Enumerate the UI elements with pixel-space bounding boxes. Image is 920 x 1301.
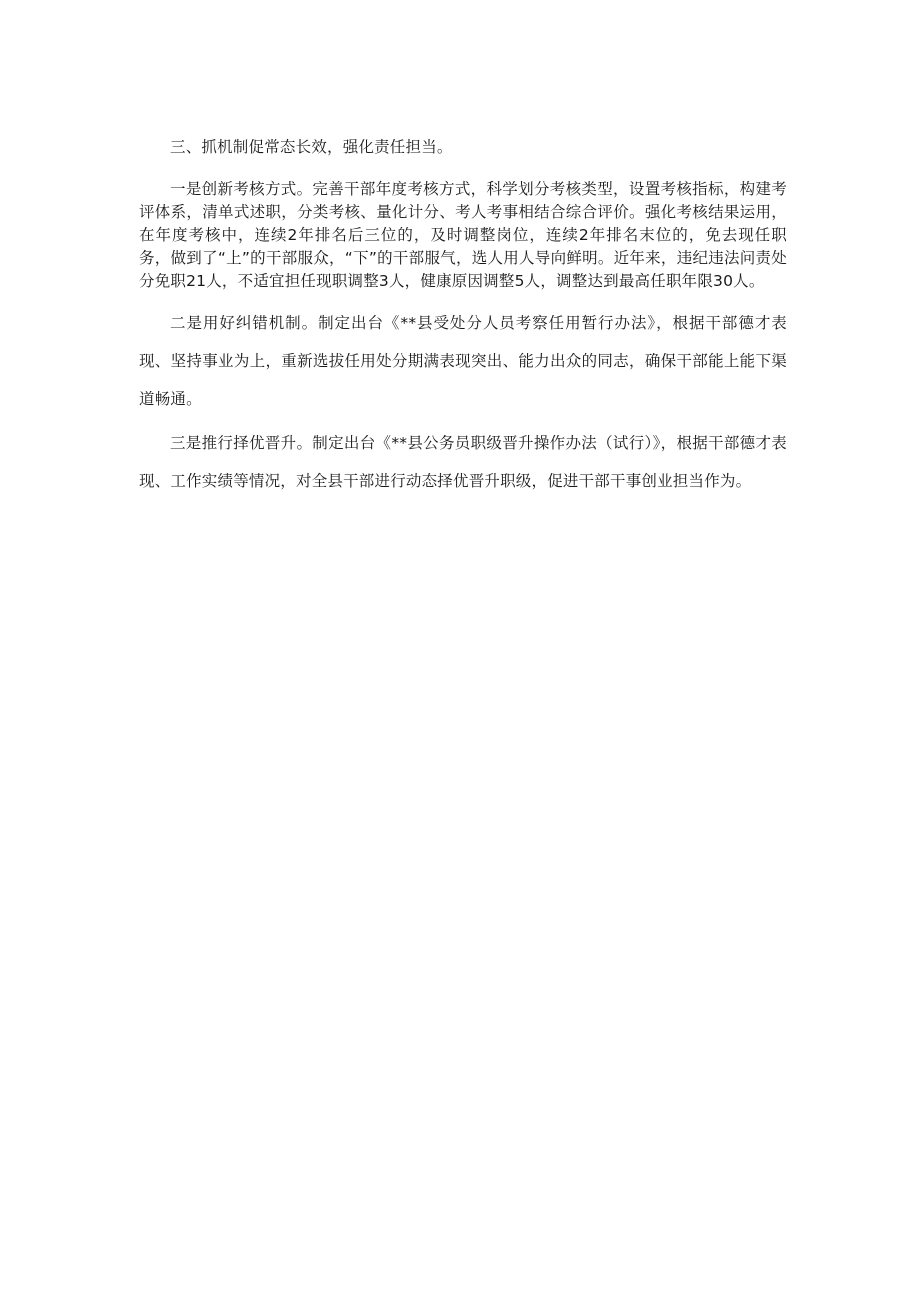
document-body: [139, 136, 787, 500]
paragraph-promotion: 三是推行择优晋升。制定出台《**县公务员职级晋升操作办法（试行）》，根据干部德才表现、工作实绩等情况，对全县干部进行动态择优晋升职级，促进干部干事创业担当作为。: [139, 434, 787, 490]
section-heading: 三、抓机制促常态长效，强化责任担当。: [170, 138, 453, 156]
paragraph-assessment-method: 一是创新考核方式。完善干部年度考核方式，科学划分考核类型，设置考核指标，构建考评体系，清单式述职，分类考核、量化计分、考人考事相结合综合评价。强化考核结果运用，在年度考核中，连续2年排名后三位的，及时调整岗位，连续2年排名末位的，免去现任职务，做到了“上”的干部服众，“下”的干部服气，选人用人导向鲜明。近年来，违纪违法问责处分免职21人，不适宜担任现职调整3人，健康原因调整5人，调整达到最高任职年限30人。: [139, 180, 787, 290]
paragraph-error-correction: 二是用好纠错机制。制定出台《**县受处分人员考察任用暂行办法》，根据干部德才表现、坚持事业为上，重新选拔任用处分期满表现突出、能力出众的同志，确保干部能上能下渠道畅通。: [139, 314, 787, 408]
